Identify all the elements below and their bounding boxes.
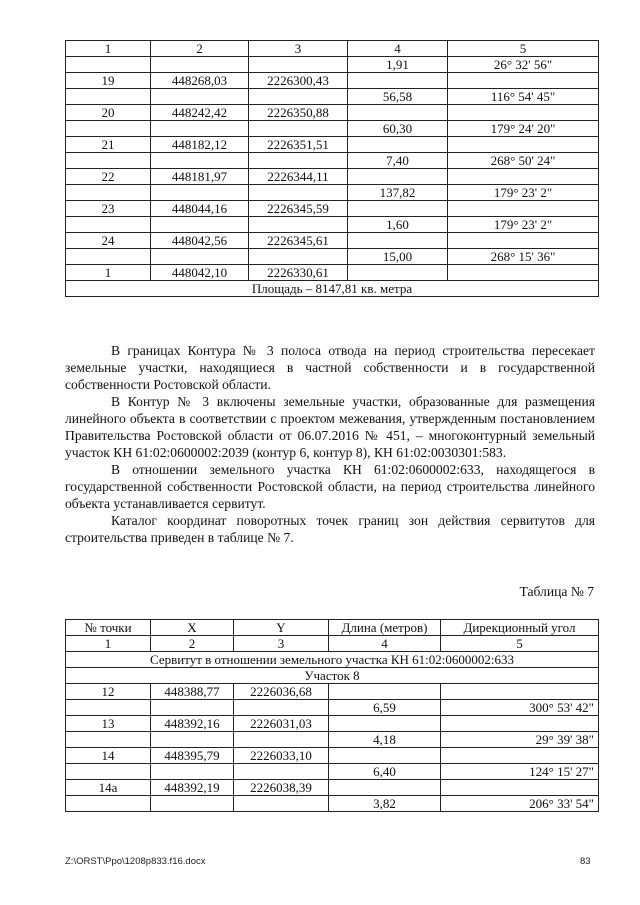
table-cell: 448392,16 xyxy=(151,716,234,732)
table-cell xyxy=(441,748,599,764)
table-cell: 448392,19 xyxy=(151,780,234,796)
table-cell: 12 xyxy=(66,684,151,700)
table-cell xyxy=(348,265,448,281)
table-cell: 7,40 xyxy=(348,153,448,169)
table-cell xyxy=(66,121,151,137)
column-header: X xyxy=(151,620,234,636)
table-cell: 1,91 xyxy=(348,57,448,73)
table-row xyxy=(66,169,599,185)
table-cell: 22 xyxy=(66,169,151,185)
table-cell xyxy=(151,732,234,748)
table-cell: 14а xyxy=(66,780,151,796)
table-cell: 179° 23' 2" xyxy=(448,185,599,201)
table-cell: 268° 50' 24" xyxy=(448,153,599,169)
table-cell xyxy=(448,265,599,281)
table-row xyxy=(66,121,599,137)
table-cell: 300° 53' 42" xyxy=(441,700,599,716)
table-cell xyxy=(234,764,329,780)
servitude-title: Сервитут в отношении земельного участка КН 61:02:0600002:633 xyxy=(66,652,599,668)
table-cell xyxy=(329,780,441,796)
table-cell: 448042,56 xyxy=(151,233,249,249)
area-row xyxy=(66,281,599,297)
table-cell xyxy=(448,105,599,121)
table-cell: 3,82 xyxy=(329,796,441,812)
table-cell: 448395,79 xyxy=(151,748,234,764)
table-cell: 24 xyxy=(66,233,151,249)
section-title: Участок 8 xyxy=(66,668,599,684)
body-text xyxy=(65,342,595,546)
column-number: 1 xyxy=(66,636,151,652)
table-row xyxy=(66,57,599,73)
table-cell xyxy=(151,764,234,780)
table-header-row xyxy=(66,620,599,636)
paragraph: В отношении земельного участка КН 61:02:0600002:633, находящегося в государственной собственности Ростовской области, на период строительства линейного объекта устанавливается сервитут. xyxy=(65,462,595,511)
table-cell xyxy=(448,201,599,217)
table-cell: 20 xyxy=(66,105,151,121)
table-cell xyxy=(66,57,151,73)
table-cell xyxy=(234,796,329,812)
table-cell: 448182,12 xyxy=(151,137,249,153)
table-cell xyxy=(249,153,348,169)
table-cell: 268° 15' 36" xyxy=(448,249,599,265)
column-header: Длина (метров) xyxy=(329,620,441,636)
table-cell: 2226345,59 xyxy=(249,201,348,217)
table-cell xyxy=(151,700,234,716)
footer-file-path: Z:\ORST\Ppo\1208p833.f16.docx xyxy=(65,856,206,867)
table-cell xyxy=(448,233,599,249)
table-cell xyxy=(66,153,151,169)
table-row xyxy=(66,73,599,89)
table-row xyxy=(66,764,599,780)
table-cell: 2226351,51 xyxy=(249,137,348,153)
table-cell: 6,40 xyxy=(329,764,441,780)
column-number: 3 xyxy=(249,41,348,57)
table-row xyxy=(66,700,599,716)
table-cell xyxy=(66,732,151,748)
table-cell xyxy=(329,716,441,732)
table-row xyxy=(66,780,599,796)
table-cell xyxy=(348,137,448,153)
table-cell xyxy=(249,185,348,201)
table-cell: 13 xyxy=(66,716,151,732)
table-row xyxy=(66,732,599,748)
table-cell: 448042,10 xyxy=(151,265,249,281)
column-header: Дирекционный угол xyxy=(441,620,599,636)
table-cell: 1,60 xyxy=(348,217,448,233)
table-cell: 26° 32' 56" xyxy=(448,57,599,73)
table-cell: 179° 24' 20" xyxy=(448,121,599,137)
table-cell: 2226033,10 xyxy=(234,748,329,764)
column-number: 5 xyxy=(441,636,599,652)
paragraph: В границах Контура № 3 полоса отвода на период строительства пересекает земельные участки, находящиеся в частной собственности и в государственной собственности Ростовской области. xyxy=(65,343,595,392)
paragraph: В Контур № 3 включены земельные участки, образованные для размещения линейного объекта в соответствии с проектом межевания, утвержденным постановлением Правительства Ростовской области от 06.07.2016 № 451, – многоконтурный земельный участок КН 61:02:0600002:2039 (контур 6, контур 8), КН 61:02:0030301:583. xyxy=(65,394,595,460)
table-cell xyxy=(66,217,151,233)
table-cell xyxy=(348,73,448,89)
table-cell: 2226344,11 xyxy=(249,169,348,185)
table-cell xyxy=(234,732,329,748)
table-row xyxy=(66,217,599,233)
table-cell: 14 xyxy=(66,748,151,764)
table-cell: 6,59 xyxy=(329,700,441,716)
table-cell: 124° 15' 27" xyxy=(441,764,599,780)
table-cell: 2226300,43 xyxy=(249,73,348,89)
table-cell xyxy=(151,796,234,812)
table-cell xyxy=(151,217,249,233)
table-cell xyxy=(151,153,249,169)
table-cell xyxy=(329,684,441,700)
table-cell: 23 xyxy=(66,201,151,217)
table-cell: 206° 33' 54" xyxy=(441,796,599,812)
table-cell: 2226036,68 xyxy=(234,684,329,700)
table-cell: 2226330,61 xyxy=(249,265,348,281)
table-cell xyxy=(441,780,599,796)
table-cell xyxy=(66,796,151,812)
column-number: 2 xyxy=(151,636,234,652)
table-cell xyxy=(441,684,599,700)
table-row xyxy=(66,89,599,105)
table-cell xyxy=(448,73,599,89)
table-cell xyxy=(348,105,448,121)
column-header: № точки xyxy=(66,620,151,636)
table-cell xyxy=(151,121,249,137)
table-cell: 4,18 xyxy=(329,732,441,748)
paragraph: Каталог координат поворотных точек границ зон действия сервитутов для строительства приведен в таблице № 7. xyxy=(65,513,595,545)
column-number: 2 xyxy=(151,41,249,57)
table-cell: 448181,97 xyxy=(151,169,249,185)
table-cell: 179° 23' 2" xyxy=(448,217,599,233)
table-cell: 2226345,61 xyxy=(249,233,348,249)
coordinates-table-continuation xyxy=(65,40,599,297)
table-cell xyxy=(66,764,151,780)
table-row xyxy=(66,233,599,249)
table-row xyxy=(66,265,599,281)
table-cell: 15,00 xyxy=(348,249,448,265)
table-cell xyxy=(441,716,599,732)
table-row xyxy=(66,684,599,700)
table-row xyxy=(66,153,599,169)
table-cell: 29° 39' 38" xyxy=(441,732,599,748)
table-cell xyxy=(249,217,348,233)
table-cell xyxy=(249,121,348,137)
column-number: 1 xyxy=(66,41,151,57)
table-row xyxy=(66,716,599,732)
table-cell: 60,30 xyxy=(348,121,448,137)
table-cell xyxy=(66,185,151,201)
column-header: Y xyxy=(234,620,329,636)
table-cell: 448044,16 xyxy=(151,201,249,217)
table-row xyxy=(66,185,599,201)
table-cell: 21 xyxy=(66,137,151,153)
table-cell xyxy=(348,233,448,249)
table-cell: 2226031,03 xyxy=(234,716,329,732)
table-cell xyxy=(66,700,151,716)
table-cell: 19 xyxy=(66,73,151,89)
table-cell xyxy=(348,201,448,217)
table-row xyxy=(66,249,599,265)
column-number-row xyxy=(66,636,599,652)
table-row xyxy=(66,137,599,153)
table-cell xyxy=(329,748,441,764)
table-cell: 56,58 xyxy=(348,89,448,105)
table-row xyxy=(66,748,599,764)
table-cell: 448388,77 xyxy=(151,684,234,700)
column-number: 5 xyxy=(448,41,599,57)
table-cell xyxy=(151,57,249,73)
table-caption: Таблица № 7 xyxy=(519,584,594,599)
column-number: 4 xyxy=(348,41,448,57)
table-cell: 448242,42 xyxy=(151,105,249,121)
table-cell xyxy=(151,185,249,201)
table-cell xyxy=(249,249,348,265)
table-row xyxy=(66,201,599,217)
table-cell xyxy=(448,169,599,185)
page-number: 83 xyxy=(580,856,591,867)
table-cell xyxy=(249,89,348,105)
table-cell xyxy=(151,89,249,105)
area-total: Площадь – 8147,81 кв. метра xyxy=(66,281,599,297)
table-cell: 137,82 xyxy=(348,185,448,201)
table-header-row xyxy=(66,41,599,57)
servitude-coordinates-table xyxy=(65,619,599,812)
table-cell xyxy=(151,249,249,265)
table-cell: 1 xyxy=(66,265,151,281)
table-cell xyxy=(66,249,151,265)
table-cell xyxy=(348,169,448,185)
section-title-row xyxy=(66,668,599,684)
table-cell xyxy=(234,700,329,716)
table-cell: 116° 54' 45" xyxy=(448,89,599,105)
table-cell xyxy=(249,57,348,73)
table-cell xyxy=(448,137,599,153)
table-row xyxy=(66,105,599,121)
column-number: 4 xyxy=(329,636,441,652)
table-cell: 2226038,39 xyxy=(234,780,329,796)
column-number: 3 xyxy=(234,636,329,652)
servitude-title-row xyxy=(66,652,599,668)
table-row xyxy=(66,796,599,812)
table-cell: 448268,03 xyxy=(151,73,249,89)
table-cell: 2226350,88 xyxy=(249,105,348,121)
table-cell xyxy=(66,89,151,105)
